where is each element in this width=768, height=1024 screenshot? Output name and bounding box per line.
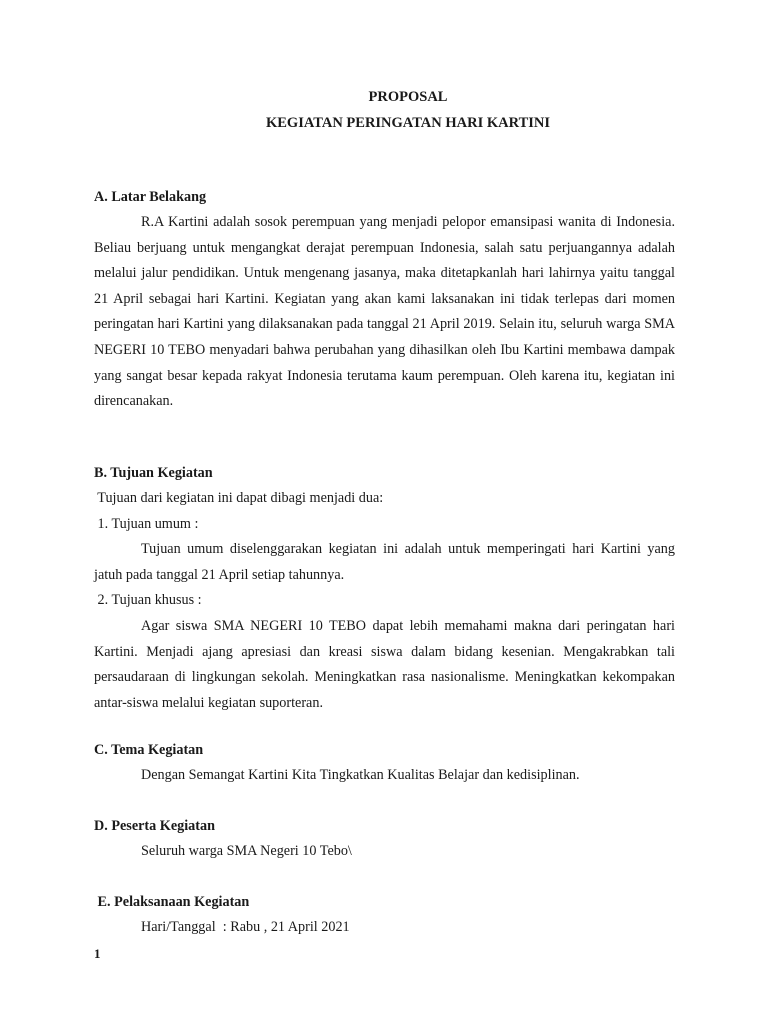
title-proposal: PROPOSAL xyxy=(368,89,448,105)
page-number: 1 xyxy=(94,946,101,961)
tujuan-umum-label: 1. Tujuan umum : xyxy=(94,515,199,532)
tujuan-khusus-label: 2. Tujuan khusus : xyxy=(94,592,202,609)
title-activity: KEGIATAN PERINGATAN HARI KARTINI xyxy=(265,115,550,131)
tujuan-intro: Tujuan dari kegiatan ini dapat dibagi menjadi dua: xyxy=(94,490,384,506)
heading-pelaksanaan-kegiatan: E. Pelaksanaan Kegiatan xyxy=(94,894,250,910)
heading-peserta-kegiatan: D. Peserta Kegiatan xyxy=(94,818,215,834)
tujuan-khusus-body: Agar siswa SMA NEGERI 10 TEBO dapat lebih memahami makna dari peringatan hari Kartini. Menjadi ajang apresiasi dan kreasi siswa dalam bidang kesenian. Mengakrabkan tali persaudaraan di lingkungan sekolah. Meningkatkan rasa nasionalisme. Meningkatkan kekompakan antar-siswa melalui kegiatan suporteran. xyxy=(94,617,675,711)
peserta-kegiatan-body: Seluruh warga SMA Negeri 10 Tebo\ xyxy=(141,843,352,859)
document-title xyxy=(0,84,768,136)
section-pelaksanaan-kegiatan xyxy=(94,889,675,941)
heading-tema-kegiatan: C. Tema Kegiatan xyxy=(94,742,204,758)
tema-kegiatan-body: Dengan Semangat Kartini Kita Tingkatkan Kualitas Belajar dan kedisiplinan. xyxy=(141,767,580,783)
heading-latar-belakang: A. Latar Belakang xyxy=(94,189,207,205)
section-tujuan-kegiatan xyxy=(94,460,675,716)
heading-tujuan-kegiatan: B. Tujuan Kegiatan xyxy=(94,465,213,481)
tujuan-umum-body: Tujuan umum diselenggarakan kegiatan ini adalah untuk memperingati hari Kartini yang jatuh pada tanggal 21 April setiap tahunnya. xyxy=(94,541,675,583)
section-latar-belakang xyxy=(94,184,675,415)
section-peserta-kegiatan xyxy=(94,813,675,865)
section-tema-kegiatan xyxy=(94,737,675,789)
pelaksanaan-hari-tanggal: Hari/Tanggal : Rabu , 21 April 2021 xyxy=(141,919,350,935)
paragraph-latar-belakang: R.A Kartini adalah sosok perempuan yang menjadi pelopor emansipasi wanita di Indonesia. Beliau berjuang untuk mengangkat derajat perempuan Indonesia, salah satu perjuangannya adalah melalui jalur pendidikan. Untuk mengenang jasanya, maka ditetapkanlah hari lahirnya yaitu tanggal 21 April sebagai hari Kartini. Kegiatan yang akan kami laksanakan ini tidak terlepas dari momen peringatan hari Kartini yang dilaksanakan pada tanggal 21 April 2019. Selain itu, seluruh warga SMA NEGERI 10 TEBO menyadari bahwa perubahan yang dihasilkan oleh Ibu Kartini membawa dampak yang sangat besar kepada rakyat Indonesia terutama kaum perempuan. Oleh karena itu, kegiatan ini direncanakan. xyxy=(94,214,675,410)
